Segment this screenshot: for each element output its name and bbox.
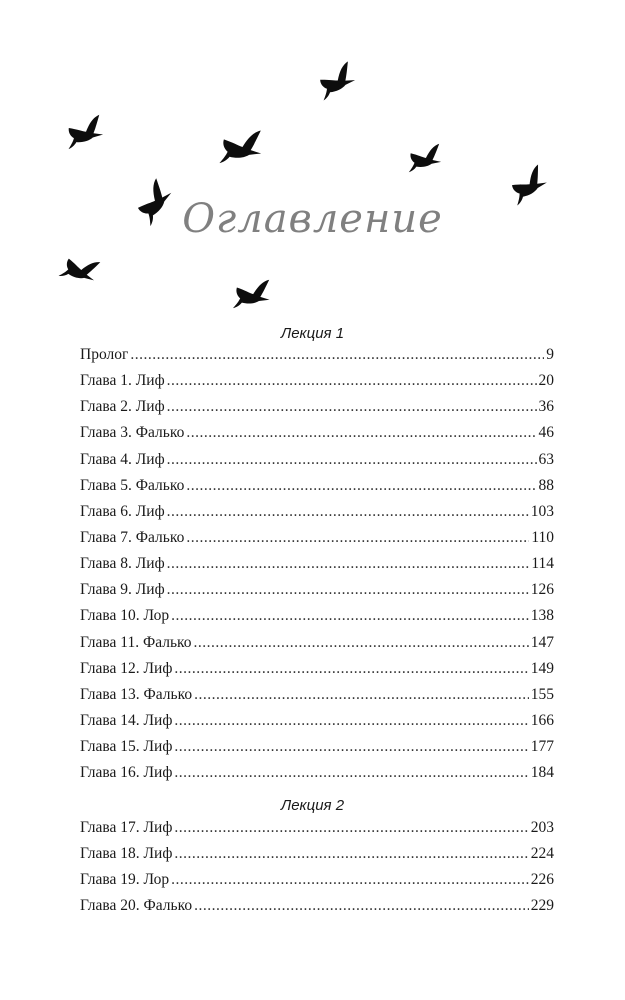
- toc-entry-title: Глава 11. Фалько: [80, 633, 192, 651]
- toc-entry-page-number: 88: [538, 476, 554, 494]
- toc-entry-page-number: 110: [531, 528, 554, 546]
- dot-leader: [194, 634, 529, 652]
- toc-entry[interactable]: [80, 845, 554, 871]
- toc-entry[interactable]: [80, 660, 554, 686]
- toc-entry[interactable]: [80, 764, 554, 790]
- toc-entry-page-number: 103: [530, 502, 554, 520]
- toc-entry-page-number: 155: [530, 685, 554, 703]
- bird-icon: [66, 115, 104, 149]
- dot-leader: [167, 581, 529, 599]
- dot-leader: [194, 686, 529, 704]
- toc-entry-page-number: 177: [530, 738, 554, 756]
- toc-entry-page-number: 138: [530, 607, 554, 625]
- dot-leader: [130, 346, 544, 364]
- toc-entry[interactable]: [80, 372, 554, 398]
- toc-entry-page-number: 147: [530, 633, 554, 651]
- toc-entry-title: Глава 19. Лор: [80, 871, 170, 889]
- dot-leader: [171, 607, 529, 625]
- bird-icon: [233, 277, 271, 311]
- toc-entry-title: Глава 16. Лиф: [80, 764, 173, 782]
- toc-entry-title: Глава 2. Лиф: [80, 398, 165, 416]
- toc-entry-page-number: 149: [530, 659, 554, 677]
- toc-entry[interactable]: [80, 555, 554, 581]
- dot-leader: [167, 372, 537, 390]
- toc-entry[interactable]: [80, 529, 554, 555]
- toc-entry-title: Глава 7. Фалько: [80, 528, 185, 546]
- toc-list: [80, 346, 554, 790]
- toc-entry-title: Глава 14. Лиф: [80, 711, 173, 729]
- toc-entry-title: Глава 8. Лиф: [80, 555, 165, 573]
- toc-entry[interactable]: [80, 712, 554, 738]
- dot-leader: [171, 871, 529, 889]
- toc-entry[interactable]: [80, 738, 554, 764]
- dot-leader: [174, 738, 528, 756]
- bird-icon: [315, 61, 358, 101]
- toc-entry-title: Пролог: [80, 346, 129, 363]
- toc-entry-page-number: 46: [538, 424, 554, 442]
- toc-entry-page-number: 166: [530, 711, 554, 729]
- dot-leader: [174, 660, 528, 678]
- toc-entry-title: Глава 6. Лиф: [80, 502, 165, 520]
- toc-entry[interactable]: [80, 634, 554, 660]
- toc-entry-page-number: 226: [530, 871, 554, 889]
- toc-entry[interactable]: [80, 346, 554, 372]
- toc-list: [80, 819, 554, 924]
- toc-entry-page-number: 114: [531, 555, 554, 573]
- toc-entry[interactable]: [80, 871, 554, 897]
- toc-entry-title: Глава 10. Лор: [80, 607, 170, 625]
- toc-entry-title: Глава 1. Лиф: [80, 372, 165, 390]
- toc-entry-title: Глава 12. Лиф: [80, 659, 173, 677]
- toc-entry-title: Глава 13. Фалько: [80, 685, 193, 703]
- toc-entry-page-number: 9: [546, 346, 554, 363]
- toc-entry[interactable]: [80, 398, 554, 424]
- toc-entry-title: Глава 9. Лиф: [80, 581, 165, 599]
- toc-entry-title: Глава 5. Фалько: [80, 476, 185, 494]
- toc-entry[interactable]: [80, 607, 554, 633]
- toc-entry-page-number: 126: [530, 581, 554, 599]
- toc-entry[interactable]: [80, 686, 554, 712]
- dot-leader: [186, 529, 529, 547]
- toc-entry-title: Глава 20. Фалько: [80, 897, 193, 915]
- bird-icon: [219, 127, 263, 166]
- toc-entry-title: Глава 15. Лиф: [80, 738, 173, 756]
- toc-entry[interactable]: [80, 581, 554, 607]
- dot-leader: [186, 424, 536, 442]
- toc-entry-page-number: 63: [538, 450, 554, 468]
- bird-icon: [59, 249, 102, 291]
- toc-entry[interactable]: [80, 424, 554, 450]
- dot-leader: [174, 712, 528, 730]
- dot-leader: [174, 819, 528, 837]
- dot-leader: [186, 477, 536, 495]
- dot-leader: [167, 555, 530, 573]
- toc-entry-title: Глава 18. Лиф: [80, 845, 173, 863]
- page-title: Оглавление: [182, 196, 443, 242]
- dot-leader: [194, 897, 529, 915]
- toc-entry-page-number: 36: [538, 398, 554, 416]
- toc-entry[interactable]: [80, 819, 554, 845]
- section-heading: Лекция 2: [280, 797, 345, 814]
- toc-entry-page-number: 229: [530, 897, 554, 915]
- toc-entry-page-number: 203: [530, 819, 554, 836]
- section-heading: Лекция 1: [280, 325, 345, 342]
- toc-entry-page-number: 224: [530, 845, 554, 863]
- dot-leader: [174, 845, 528, 863]
- dot-leader: [167, 398, 537, 416]
- toc-entry[interactable]: [80, 477, 554, 503]
- toc-entry-page-number: 184: [530, 764, 554, 782]
- birds-illustration: [0, 0, 625, 320]
- toc-entry[interactable]: [80, 451, 554, 477]
- dot-leader: [167, 451, 537, 469]
- toc-entry[interactable]: [80, 503, 554, 529]
- toc-entry-page-number: 20: [538, 372, 554, 390]
- toc-entry-title: Глава 3. Фалько: [80, 424, 185, 442]
- dot-leader: [174, 764, 528, 782]
- dot-leader: [167, 503, 529, 521]
- bird-icon: [409, 144, 441, 173]
- toc-entry[interactable]: [80, 897, 554, 923]
- toc-entry-title: Глава 4. Лиф: [80, 450, 165, 468]
- toc-entry-title: Глава 17. Лиф: [80, 819, 173, 836]
